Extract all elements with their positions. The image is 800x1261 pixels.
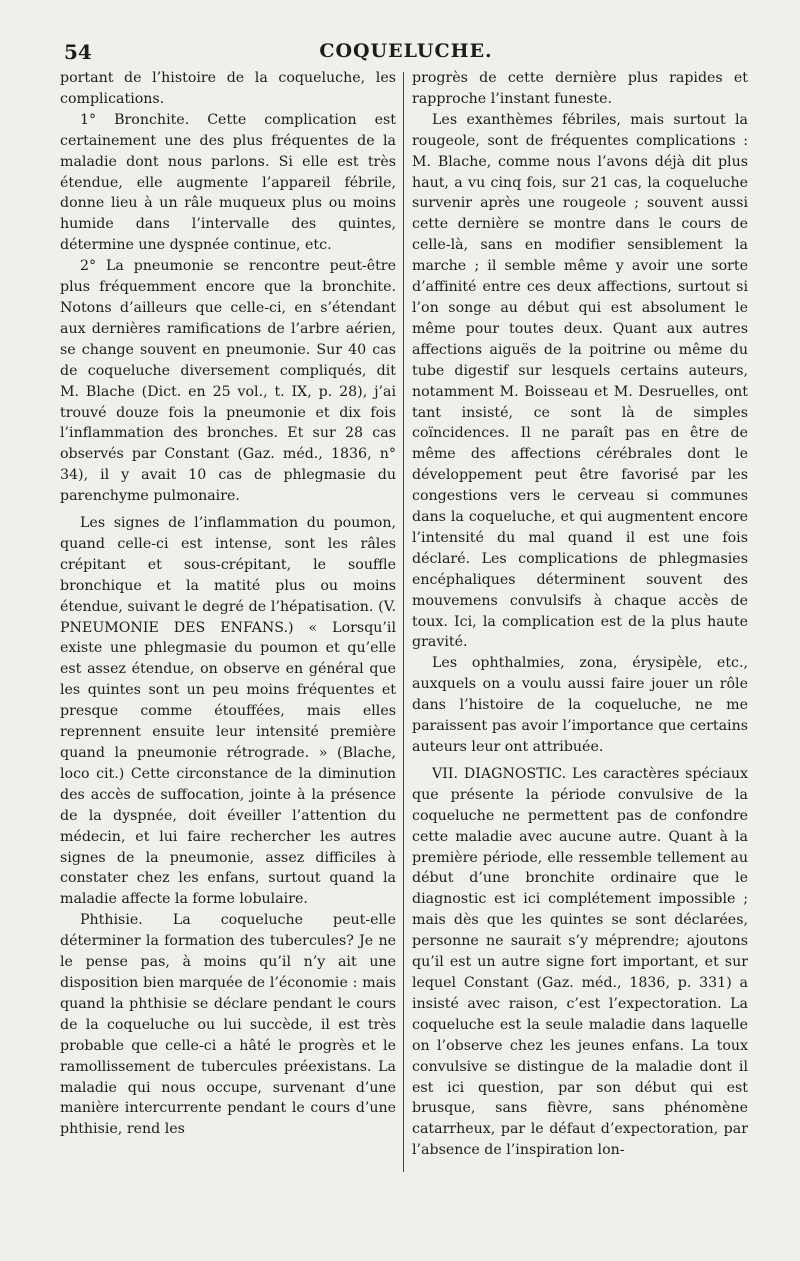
paragraph: 1° Bronchite. Cette complication est certainement une des plus fréquentes de la maladie dont nous parlons. Si elle est très étendue, elle augmente l’appareil fébrile, donne lieu à un râle muqueux plus ou moins humide dans l’intervalle des quintes, détermine une dyspnée continue, etc. [60, 111, 396, 254]
page-header [64, 40, 748, 68]
left-column [60, 68, 396, 1178]
paragraph: Les ophthalmies, zona, érysipèle, etc., auxquels on a voulu aussi faire jouer un rôle dans l’histoire de la coqueluche, ne me paraissent pas avoir l’importance que certains auteurs leur ont attribuée. [412, 655, 748, 755]
page-number: 54 [64, 40, 92, 64]
paragraph: 2° La pneumonie se rencontre peut-être plus fréquemment encore que la bronchite. Notons d’ailleurs que celle-ci, en s’étendant aux dernières ramifications de l’arbre aérien, se change souvent en pneumonie. Sur 40 cas de coqueluche diversement compliqués, dit M. Blache (Dict. en 25 vol., t. IX, p. 28), j’ai trouvé douze fois la pneumonie et dix fois l’inflammation des bronches. Et sur 28 cas observés par Constant (Gaz. méd., 1836, n° 34), il y avait 10 cas de phlegmasie du parenchyme pulmonaire. [60, 258, 396, 505]
column-divider [403, 72, 404, 1172]
right-column [412, 68, 748, 1178]
paragraph: VII. DIAGNOSTIC. Les caractères spéciaux que présente la période convulsive de la coqueluche ne permettent pas de confondre cette maladie avec aucune autre. Quant à la première période, elle ressemble tellement au début d’une bronchite ordinaire que le diagnostic est ici complétement impossible ; mais dès que les quintes se sont déclarées, personne ne saurait s’y méprendre; ajoutons qu’il est un autre signe fort important, et sur lequel Constant (Gaz. méd., 1836, p. 331) a insisté avec raison, c’est l’expectoration. La coqueluche est la seule maladie dans laquelle on l’observe chez les jeunes enfans. La toux convulsive se distingue de la maladie dont il est ici question, par son début qui est brusque, sans fièvre, sans phénomène catarrheux, par le défaut d’expectoration, par l’absence de l’inspiration lon- [412, 765, 748, 1159]
paragraph: Les exanthèmes fébriles, mais surtout la rougeole, sont de fréquentes complications : M. Blache, comme nous l’avons déjà dit plus haut, a vu cinq fois, sur 21 cas, la coqueluche survenir après une rougeole ; souvent aussi cette dernière se montre dans le cours de celle-là, sans en modifier sensiblement la marche ; il semble même y avoir une sorte d’affinité entre ces deux affections, surtout si l’on songe au début qui est absolument le même pour toutes deux. Quant aux autres affections aiguës de la poitrine ou même du tube digestif sur lesquels certains auteurs, notamment M. Boisseau et M. Desruelles, ont tant insisté, ce sont là de simples coïncidences. Il ne paraît pas en être de même des affections cérébrales dont le développement peut être favorisé par les congestions vers le cerveau si communes dans la coqueluche, et qui augmentent encore l’intensité du mal quand il est une fois déclaré. Les complications de phlegmasies encéphaliques déterminent souvent des mouvemens convulsifs à chaque accès de toux. Ici, la complication est de la plus haute gravité. [412, 111, 748, 651]
paragraph: portant de l’histoire de la coqueluche, les complications. [60, 70, 396, 107]
paragraph: Phthisie. La coqueluche peut-elle déterminer la formation des tubercules? Je ne le pense pas, à moins qu’il n’y ait une disposition bien marquée de l’économie : mais quand la phthisie se déclare pendant le cours de la coqueluche ou lui succède, il est très probable que celle-ci a hâté le progrès et le ramollissement de tubercules préexistans. La maladie qui nous occupe, survenant d’une manière intercurrente pendant le cours d’une phthisie, rend les [60, 912, 396, 1138]
paragraph: progrès de cette dernière plus rapides et rapproche l’instant funeste. [412, 70, 748, 107]
running-head: COQUELUCHE. [319, 40, 493, 62]
paragraph: Les signes de l’inflammation du poumon, quand celle-ci est intense, sont les râles crépitant et sous-crépitant, le souffle bronchique et la matité plus ou moins étendue, suivant le degré de l’hépatisation. (V. PNEUMONIE DES ENFANS.) « Lorsqu’il existe une phlegmasie du poumon et qu’elle est assez étendue, on observe en général que les quintes sont un peu moins fréquentes et presque comme étouffées, mais elles reprennent ensuite leur intensité première quand la pneumonie rétrograde. » (Blache, loco cit.) Cette circonstance de la diminution des accès de suffocation, jointe à la présence de la dyspnée, doit éveiller l’attention du médecin, et lui faire rechercher les autres signes de la pneumonie, assez difficiles à constater chez les enfans, surtout quand la maladie affecte la forme lobulaire. [60, 515, 396, 908]
